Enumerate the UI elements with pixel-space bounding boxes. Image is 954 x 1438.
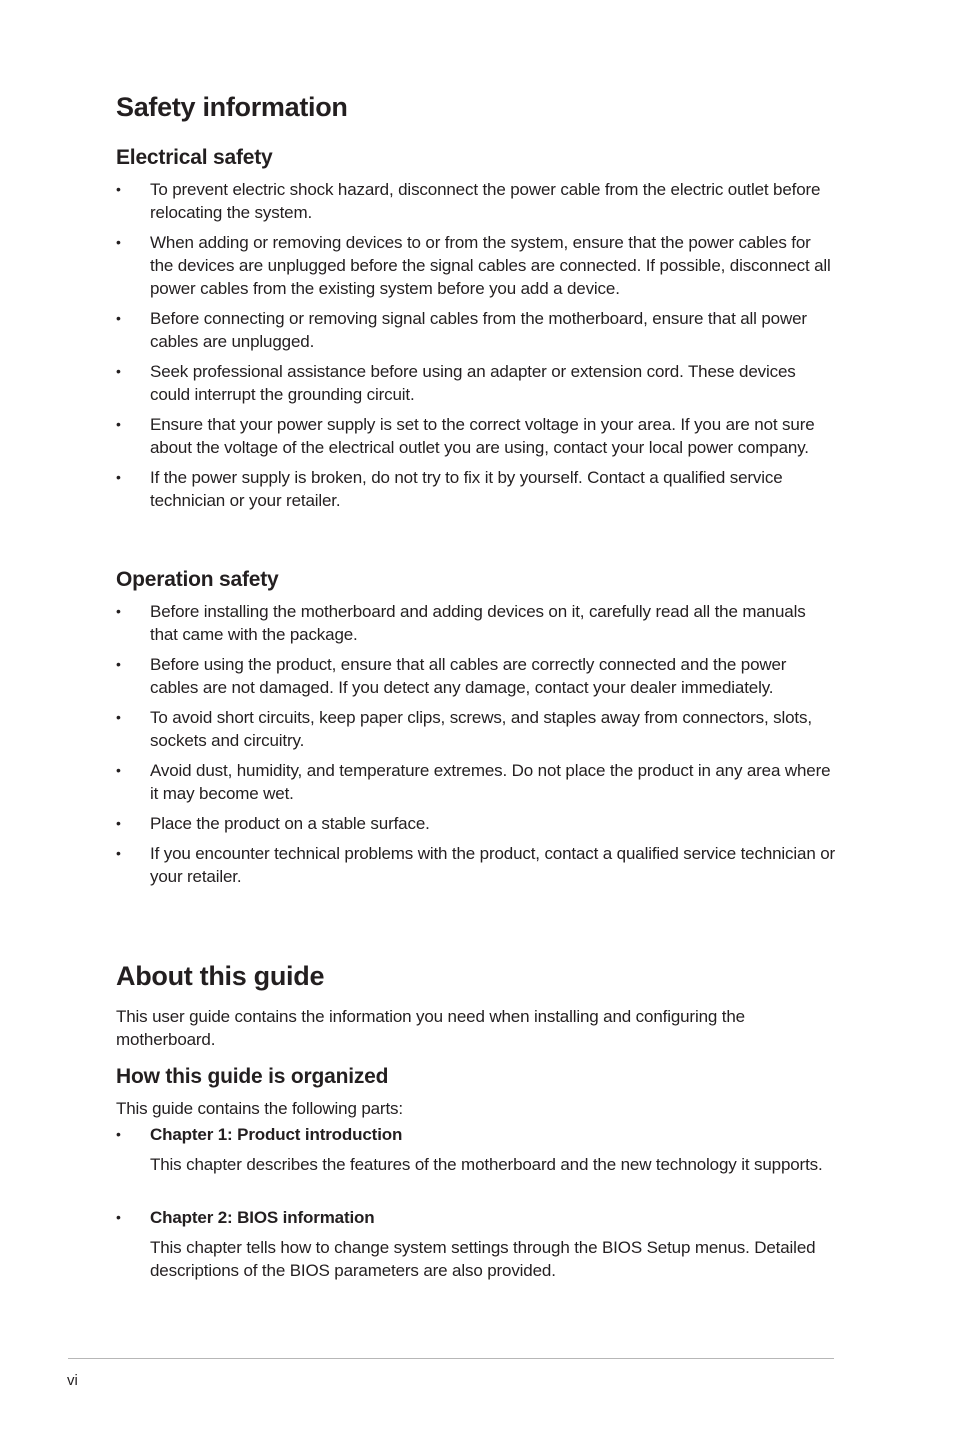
list-item-text: To prevent electric shock hazard, disconnect the power cable from the electric outlet before relocating the system.	[150, 180, 821, 223]
list-item	[116, 653, 836, 699]
bullet-glyph: •	[116, 709, 121, 725]
list-item-text: Avoid dust, humidity, and temperature extremes. Do not place the product in any area where it may become wet.	[150, 761, 831, 804]
list-item	[116, 413, 836, 459]
chapter-2-title-text: Chapter 2: BIOS information	[150, 1208, 375, 1227]
chapter-1-title-text: Chapter 1: Product introduction	[150, 1125, 403, 1144]
guide-parts-lead: This guide contains the following parts:	[116, 1099, 403, 1118]
list-item-text: Place the product on a stable surface.	[150, 814, 430, 833]
bullet-glyph: •	[116, 844, 121, 861]
bullet-glyph: •	[116, 1126, 121, 1142]
operation-safety-list	[116, 600, 836, 895]
chapter-2-block	[116, 1206, 836, 1283]
list-item	[116, 842, 836, 888]
list-item	[116, 759, 836, 805]
list-item-text: Before installing the motherboard and adding devices on it, carefully read all the manuals that came with the package.	[150, 602, 806, 645]
chapter-1-title	[116, 1123, 836, 1146]
bullet-glyph: •	[116, 603, 121, 619]
list-item-text: When adding or removing devices to or from the system, ensure that the power cables for the devices are unplugged before the signal cables are connected. If possible, disconnect all power cables from the existing system before you add a device.	[150, 233, 831, 299]
bullet-glyph: •	[116, 310, 121, 327]
chapter-2-description: This chapter tells how to change system settings through the BIOS Setup menus. Detailed descriptions of the BIOS parameters are also provided.	[150, 1238, 816, 1281]
list-item-text: If the power supply is broken, do not try to fix it by yourself. Contact a qualified service technician or your retailer.	[150, 468, 783, 511]
chapter-1-block	[116, 1123, 836, 1176]
about-this-guide-title: About this guide	[116, 961, 325, 991]
safety-information-title: Safety information	[116, 92, 348, 122]
electrical-safety-list	[116, 178, 836, 519]
chapter-2-title	[116, 1206, 836, 1229]
list-item-text: Ensure that your power supply is set to the correct voltage in your area. If you are not sure about the voltage of the electrical outlet you are using, contact your local power company.	[150, 415, 815, 458]
list-item	[116, 307, 836, 353]
list-item	[116, 600, 836, 646]
bullet-glyph: •	[116, 656, 121, 672]
chapter-1-description: This chapter describes the features of the motherboard and the new technology it supports.	[150, 1155, 823, 1175]
electrical-safety-heading: Electrical safety	[116, 146, 273, 169]
list-item	[116, 178, 836, 224]
bullet-glyph: •	[116, 181, 121, 197]
bullet-glyph: •	[116, 762, 121, 778]
bullet-glyph: •	[116, 1209, 121, 1225]
bullet-glyph: •	[116, 363, 121, 380]
list-item-text: Before connecting or removing signal cables from the motherboard, ensure that all power cables are unplugged.	[150, 309, 807, 352]
footer-divider	[68, 1358, 834, 1359]
list-item	[116, 812, 836, 835]
list-item	[116, 231, 836, 301]
list-item	[116, 466, 836, 512]
how-organized-heading: How this guide is organized	[116, 1065, 389, 1088]
list-item	[116, 706, 836, 752]
list-item-text: To avoid short circuits, keep paper clips, screws, and staples away from connectors, slots, sockets and circuitry.	[150, 708, 812, 751]
list-item-text: Seek professional assistance before using an adapter or extension cord. These devices could interrupt the grounding circuit.	[150, 362, 796, 405]
list-item-text: Before using the product, ensure that all cables are correctly connected and the power cables are not damaged. If you detect any damage, contact your dealer immediately.	[150, 655, 787, 698]
page-number: vi	[67, 1372, 78, 1389]
bullet-glyph: •	[116, 234, 121, 250]
bullet-glyph: •	[116, 815, 121, 831]
list-item	[116, 360, 836, 406]
bullet-glyph: •	[116, 469, 121, 486]
about-intro-paragraph: This user guide contains the information you need when installing and configuring the motherboard.	[116, 1007, 745, 1050]
operation-safety-heading: Operation safety	[116, 568, 279, 591]
bullet-glyph: •	[116, 416, 121, 433]
list-item-text: If you encounter technical problems with the product, contact a qualified service technician or your retailer.	[150, 843, 836, 886]
